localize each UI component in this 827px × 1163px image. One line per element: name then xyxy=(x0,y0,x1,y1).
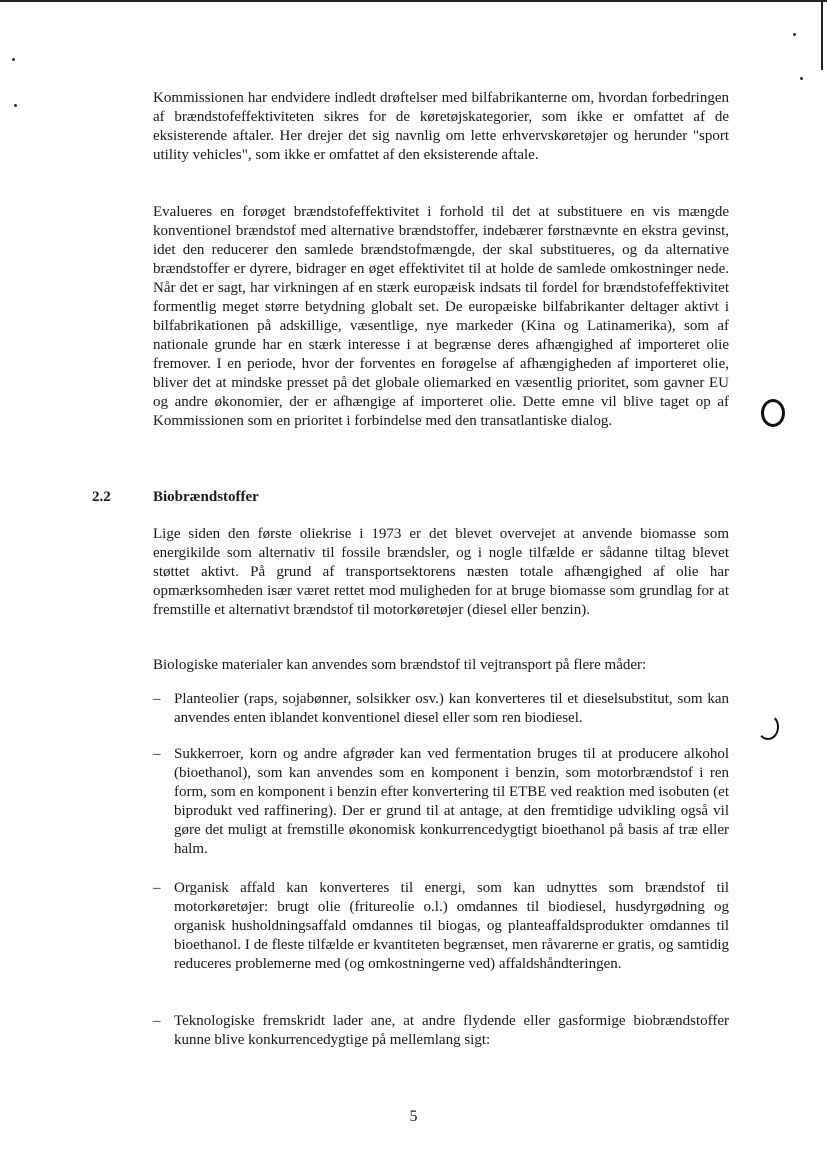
list-item xyxy=(153,1012,729,1050)
bullet-dash: – xyxy=(153,880,161,896)
bullet-text-bioethanol: Sukkerroer, korn og andre afgrøder kan ved fermentation bruges til at producere alkohol (bioethanol), som kan anvendes som en komponent i benzin, som motorbrændstof i ren form, som en komponent i benzin efter konvertering til ETBE ved reaktion med isobuten (et biprodukt ved raffinering). Der er grund til at antage, at den fremtidige udvikling også vil gøre det muligt at fremstille økonomisk konkurrencedygtigt bioethanol på basis af træ eller halm. xyxy=(174,746,729,857)
list-item xyxy=(153,690,729,728)
paragraph-biomass-history: Lige siden den første oliekrise i 1973 er det blevet overvejet at anvende biomasse som energikilde som alternativ til fossile brændsler, og i nogle tilfælde er sådanne tiltag blevet støttet aktivt. På grund af transportsektorens næsten totale afhængighed af olie har opmærksomheden især været rettet mod muligheden for at bruge biomasse som grundlag for at fremstille et alternativt brændstof til motorkøretøjer (diesel eller benzin). xyxy=(153,526,729,618)
scan-edge-top xyxy=(0,0,827,2)
scan-speck xyxy=(800,77,803,80)
bullet-text-technological-progress: Teknologiske fremskridt lader ane, at andre flydende eller gasformige biobrændstoffer kunne blive konkurrencedygtige på mellemlang sigt: xyxy=(174,1013,729,1048)
page-number: 5 xyxy=(409,1108,418,1125)
bullet-dash: – xyxy=(153,1013,161,1029)
list-item xyxy=(153,745,729,859)
bullet-dash: – xyxy=(153,746,161,762)
scan-speck xyxy=(12,58,15,61)
paragraph-biological-materials-intro: Biologiske materialer kan anvendes som brændstof til vejtransport på flere måder: xyxy=(153,657,647,673)
scan-edge-right xyxy=(821,0,823,70)
section-title: Biobrændstoffer xyxy=(153,489,259,505)
bullet-text-vegetable-oils: Planteolier (raps, sojabønner, solsikker osv.) kan konverteres til et dieselsubstitut, som kan anvendes enten iblandet konventionel diesel eller som ren biodiesel. xyxy=(174,691,729,726)
binder-hole-icon xyxy=(761,399,785,427)
paragraph-brand-efficiency-talks: Kommissionen har endvidere indledt drøftelser med bilfabrikanterne om, hvordan forbedringen af brændstofeffektiviteten sikres for de køretøjskategorier, som ikke er omfattet af de eksisterende aftaler. Her drejer det sig navnlig om lette erhvervskøretøjer og herunder "sport utility vehicles", som ikke er omfattet af den eksisterende aftale. xyxy=(153,90,729,163)
section-number: 2.2 xyxy=(92,489,111,505)
list-item xyxy=(153,879,729,974)
scan-speck xyxy=(14,104,17,107)
binder-hole-partial-icon xyxy=(757,714,779,740)
bullet-dash: – xyxy=(153,691,161,707)
paragraph-efficiency-vs-substitution: Evalueres en forøget brændstofeffektivitet i forhold til det at substituere en vis mængde konventionel brændstof med alternative brændstoffer, indebærer førstnævnte en ekstra gevinst, idet den reducerer den samlede brændstofmængde, der skal substitueres, og da alternative brændstoffer er dyrere, bidrager en øget effektivitet til at holde de samlede omkostninger nede. Når det er sagt, har virkningen af en stærk europæisk indsats til fordel for brændstofeffektivitet formentlig meget større betydning globalt set. De europæiske bilfabrikanter deltager aktivt i bilfabrikationen på adskillige, væsentlige, nye markeder (Kina og Latinamerika), som af nationale grunde har en stærk interesse i at begrænse deres afhængighed af importeret olie fremover. I en periode, hvor der forventes en forøgelse af afhængigheden af importeret olie, bliver det at mindske presset på det globale oliemarked en væsentlig prioritet, som gavner EU og andre økonomier, der er afhængige af importeret olie. Dette emne vil blive taget op af Kommissionen som en prioritet i forbindelse med den transatlantiske dialog. xyxy=(153,204,729,429)
scan-speck xyxy=(793,33,796,36)
bullet-text-organic-waste: Organisk affald kan konverteres til energi, som kan udnyttes som brændstof til motorkøretøjer: brugt olie (fritureolie o.l.) omdannes til biodiesel, husdyrgødning og organisk husholdningsaffald omdannes til biogas, og planteaffaldsprodukter omdannes til bioethanol. I de fleste tilfælde er kvantiteten begrænset, men råvarerne er gratis, og samtidig reduceres problemerne med (og omkostningerne ved) affaldshåndteringen. xyxy=(174,880,729,972)
